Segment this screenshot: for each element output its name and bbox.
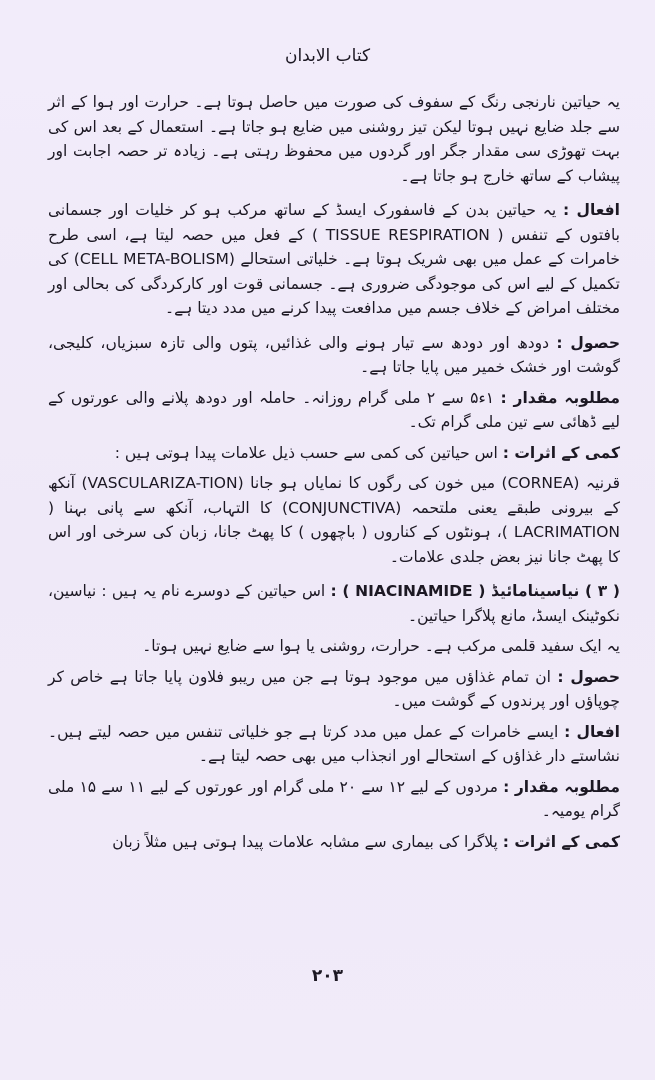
paragraph-text: پلاگرا کی بیماری سے مشابہ علامات پیدا ہوتی ہیں مثلاً زبان	[112, 832, 498, 851]
paragraph-text: اس حیاتین کے دوسرے نام یہ ہیں : نیاسین، نکوٹینک ایسڈ، مانع پلاگرا حیاتین۔	[48, 582, 620, 625]
paragraph	[48, 634, 620, 659]
paragraph	[48, 386, 620, 435]
paragraph-text: قرنیہ (CORNEA) میں خون کی رگوں کا نمایاں ہو جانا (VASCULARIZA-TION) آنکھ کے بیرونی طبقے یعنی ملتحمہ (CONJUNCTIVA) کا التہاب، آنکھ سے پانی بہنا ( LACRIMATION )، ہونٹوں کے کناروں ( باچھوں ) کا پھٹ جانا، زبان کی سرخی اور اس کا پھٹ جانا نیز بعض جلدی علامات۔	[48, 474, 620, 566]
paragraph	[48, 331, 620, 380]
paragraph-lead: کمی کے اثرات :	[502, 443, 620, 462]
paragraph	[48, 775, 620, 824]
paragraph-text: ایسے خامرات کے عمل میں مدد کرتا ہے جو خلیاتی تنفس میں حصہ لیتے ہیں۔ نشاستے دار غذاؤں کے استحالے اور انجذاب میں بھی حصہ لیتا ہے۔	[48, 722, 620, 765]
running-header: کتاب الابدان	[284, 46, 371, 66]
paragraph-lead: کمی کے اثرات :	[502, 832, 620, 851]
paragraph-lead: ( ۳ ) نیاسینامائیڈ ( NIACINAMIDE ) :	[330, 582, 620, 600]
paragraph	[48, 720, 620, 769]
paragraph	[48, 198, 620, 321]
paragraph-text: یہ ایک سفید قلمی مرکب ہے۔ حرارت، روشنی یا ہوا سے ضایع نہیں ہوتا۔	[142, 637, 620, 655]
paragraph-text: یہ حیاتین نارنجی رنگ کے سفوف کی صورت میں حاصل ہوتا ہے۔ حرارت اور ہوا کے اثر سے جلد ضایع نہیں ہوتا لیکن تیز روشنی میں ضایع ہو جاتا ہے۔ استعمال کے بعد اس کی بہت تھوڑی سی مقدار جگر اور گردوں میں محفوظ رہتی ہے۔ زیادہ تر حصہ اجابت اور پیشاب کے ساتھ خارج ہو جاتا ہے۔	[48, 93, 620, 185]
paragraph-text: یہ حیاتین بدن کے فاسفورک ایسڈ کے ساتھ مرکب ہو کر خلیات اور جسمانی بافتوں کے تنفس ( TISSUE RESPIRATION ) کے فعل میں حصہ لیتا ہے، اسی طرح خامرات کے عمل میں بھی شریک ہوتا ہے۔ خلیاتی استحالے (CELL META-BOLISM) کی تکمیل کے لیے اس کی موجودگی ضروری ہے۔ جسمانی قوت اور کارکردگی کی بحالی اور مختلف امراض کے خلاف جسم میں مدافعت پیدا کرنے میں مدد دیتا ہے۔	[48, 201, 621, 317]
paragraph-lead: افعال :	[564, 722, 620, 741]
page-body	[48, 90, 620, 860]
paragraph	[48, 471, 620, 569]
paragraph	[48, 441, 620, 466]
paragraph-lead: حصول :	[556, 333, 620, 352]
paragraph-lead: مطلوبہ مقدار :	[500, 388, 620, 407]
paragraph-lead: حصول :	[557, 667, 620, 686]
page-number: ۲۰۳	[311, 966, 344, 986]
paragraph-text: دودھ اور دودھ سے تیار ہونے والی غذائیں، پتوں والی تازہ سبزیاں، کلیجی، گوشت اور خشک خمیر میں پایا جاتا ہے۔	[48, 333, 620, 376]
paragraph-text: ۱ء۵ سے ۲ ملی گرام روزانہ۔ حاملہ اور دودھ پلانے والی عورتوں کے لیے ڈھائی سے تین ملی گرام تک۔	[48, 388, 620, 431]
paragraph-text: ان تمام غذاؤں میں موجود ہوتا ہے جن میں ریبو فلاون پایا جاتا ہے خاص کر چوپاؤں اور پرندوں کے گوشت میں۔	[48, 667, 620, 710]
paragraph	[48, 830, 620, 855]
paragraph	[48, 665, 620, 714]
paragraph-text: اس حیاتین کی کمی سے حسب ذیل علامات پیدا ہوتی ہیں :	[114, 443, 498, 462]
paragraph-text: مردوں کے لیے ۱۲ سے ۲۰ ملی گرام اور عورتوں کے لیے ۱۱ سے ۱۵ ملی گرام یومیہ۔	[48, 777, 620, 820]
paragraph-lead: افعال :	[563, 201, 620, 219]
paragraph	[48, 90, 620, 188]
paragraph	[48, 579, 620, 628]
paragraph-lead: مطلوبہ مقدار :	[503, 777, 620, 796]
